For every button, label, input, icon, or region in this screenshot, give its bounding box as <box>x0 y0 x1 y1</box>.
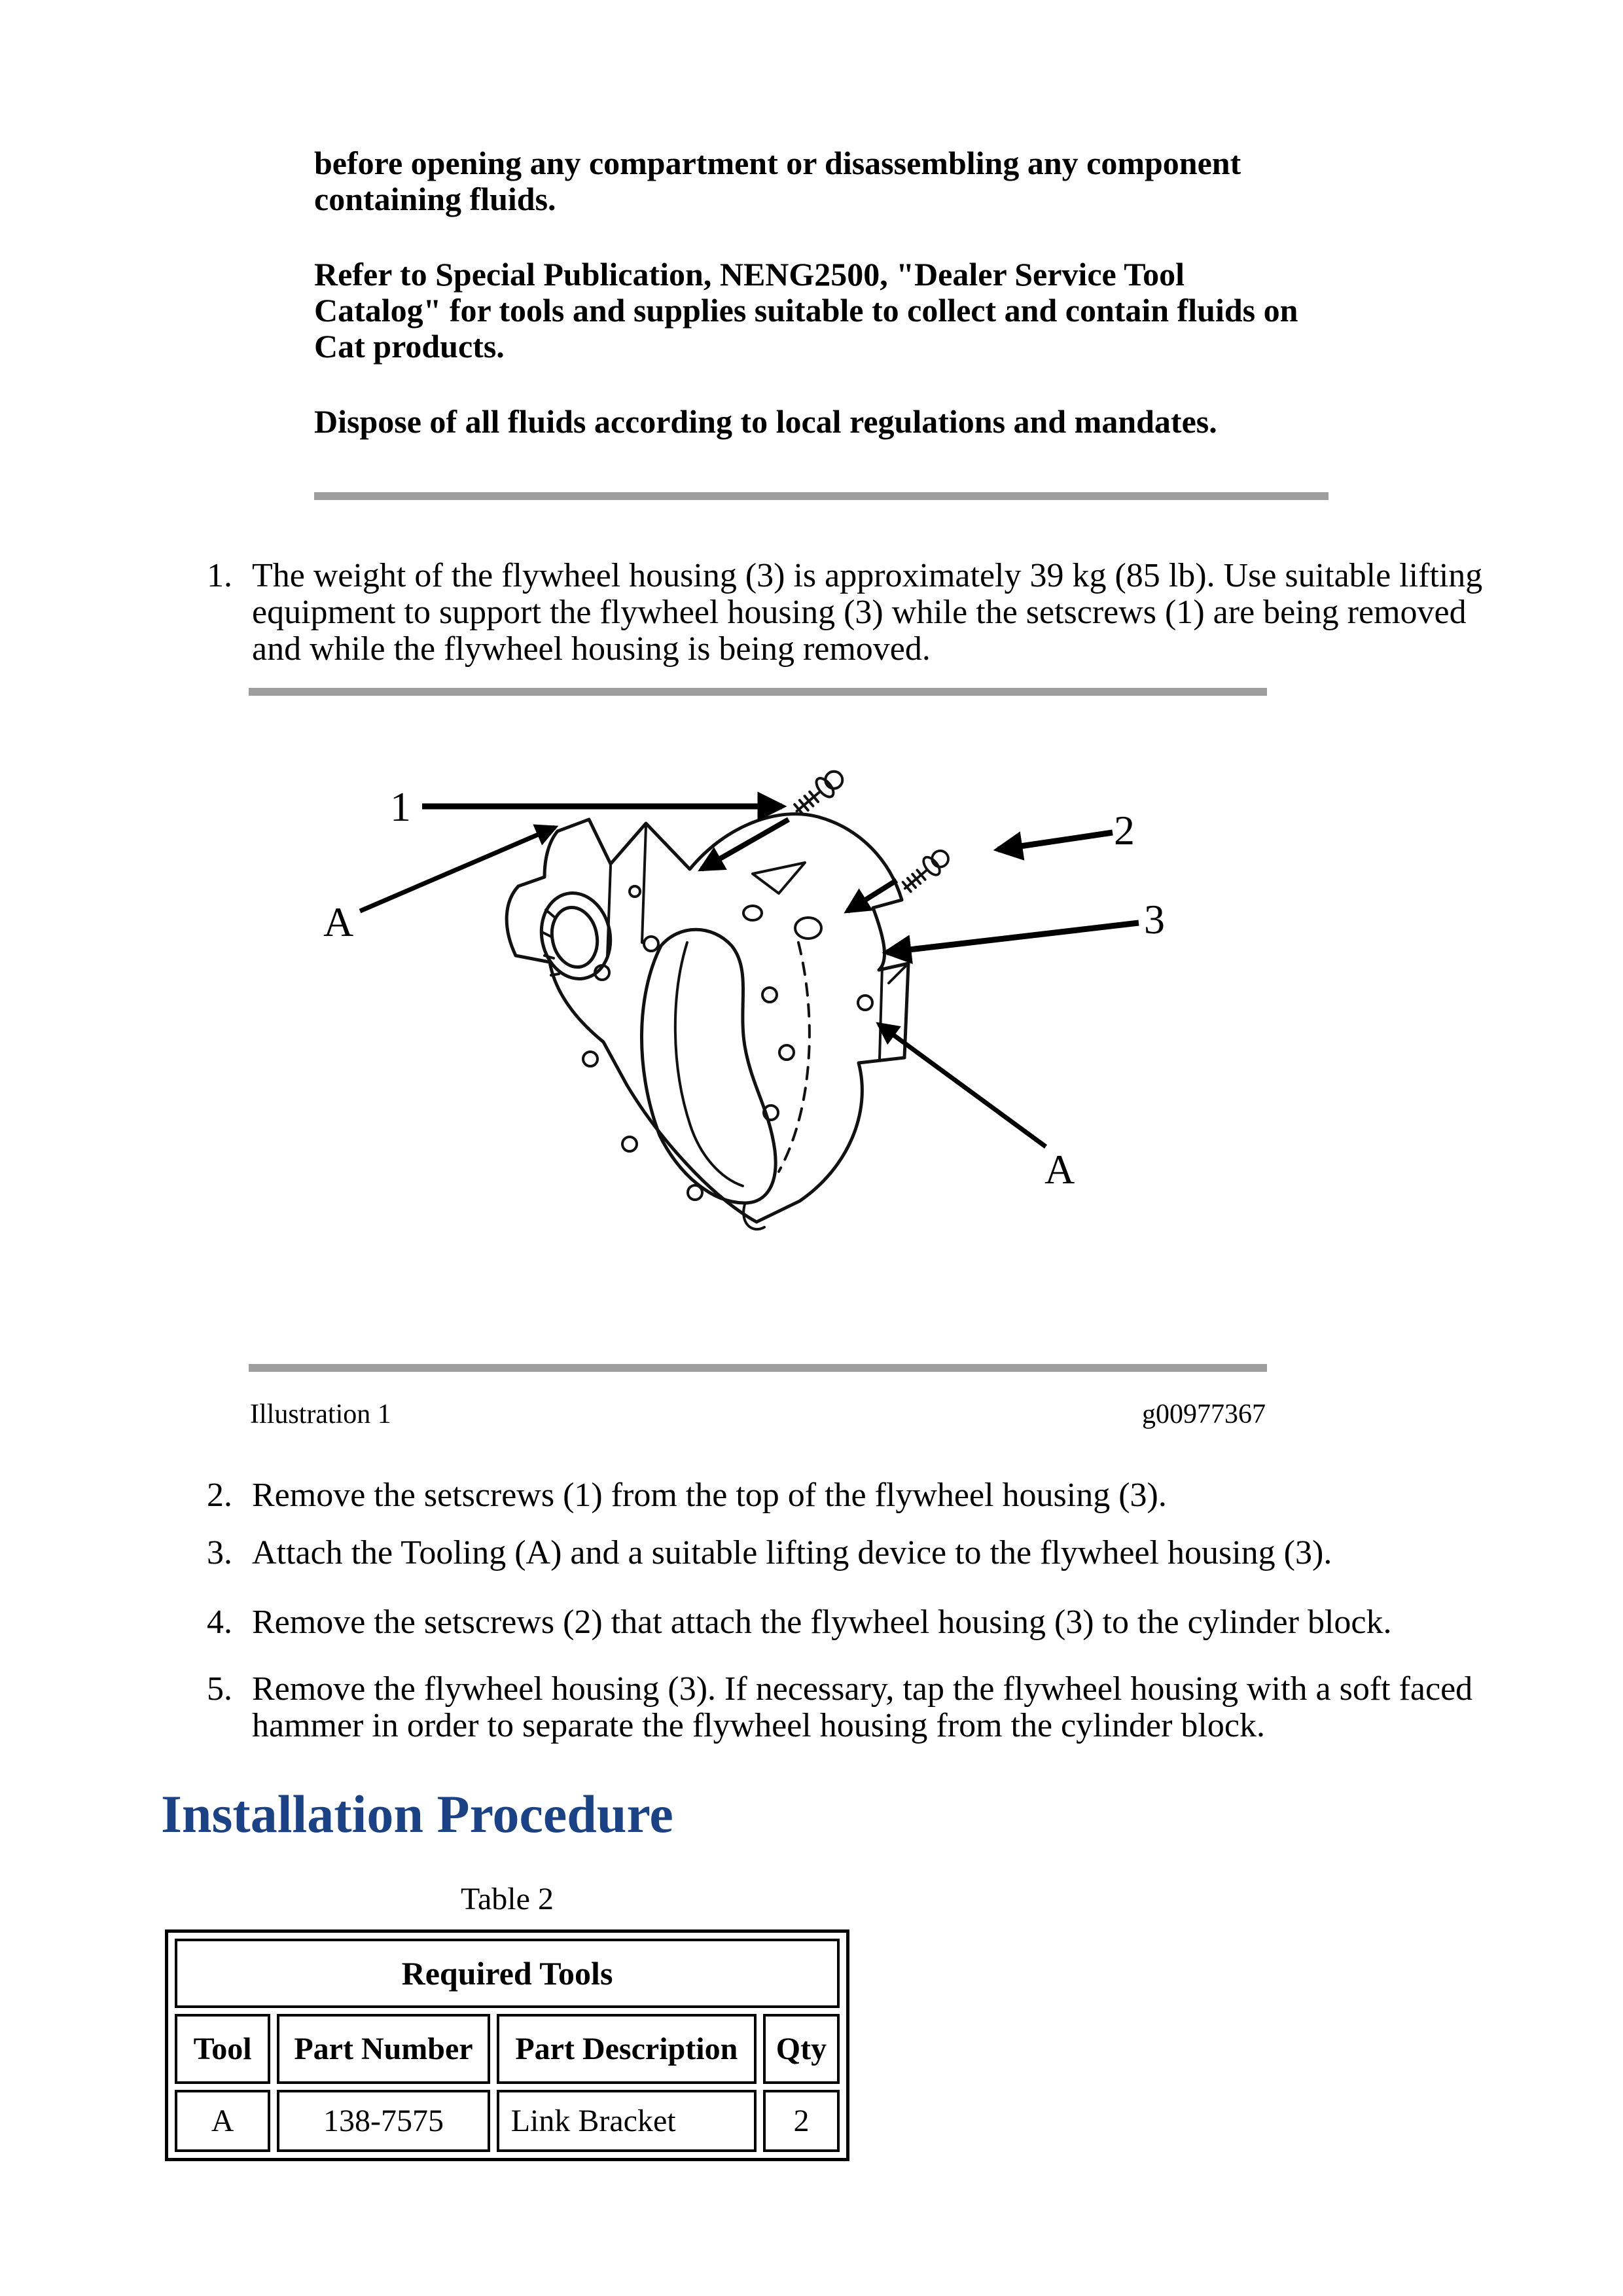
illustration-caption-row <box>250 1398 1266 1431</box>
cell-part-number: 138-7575 <box>277 2090 490 2152</box>
divider <box>249 688 1267 696</box>
col-header-part-description: Part Description <box>497 2014 757 2084</box>
step-text-line: The weight of the flywheel housing (3) is approximately 39 kg (85 lb). Use suitable lifting <box>252 557 1483 594</box>
step-number: 3. <box>207 1534 232 1571</box>
cell-part-description: Link Bracket <box>497 2090 757 2152</box>
warning-line: Cat products. <box>314 328 505 365</box>
divider <box>249 1364 1267 1372</box>
flywheel-housing-drawing <box>294 746 1302 1309</box>
cell-qty: 2 <box>763 2090 840 2152</box>
step-text-line: Remove the setscrews (1) from the top of the flywheel housing (3). <box>252 1477 1167 1514</box>
warning-line: Refer to Special Publication, NENG2500, "Dealer Service Tool <box>314 256 1185 293</box>
divider <box>314 492 1329 500</box>
table-header-row <box>175 2014 840 2084</box>
callout-label-a-lower: A <box>1044 1146 1075 1193</box>
callout-label-1: 1 <box>390 783 411 830</box>
step-number: 2. <box>207 1477 232 1514</box>
step-text-line: Remove the flywheel housing (3). If necessary, tap the flywheel housing with a soft faced <box>252 1670 1473 1708</box>
required-tools-table <box>165 1929 849 2161</box>
warning-line: before opening any compartment or disassembling any component <box>314 145 1241 181</box>
top-notch <box>753 863 805 893</box>
callout-arrow-2b <box>847 880 897 911</box>
table-title-row <box>175 1939 840 2008</box>
warning-paragraph <box>314 145 1335 217</box>
callout-leader-a-upper <box>360 827 555 911</box>
callout-arrow-3 <box>887 923 1139 952</box>
step-number: 1. <box>207 557 232 594</box>
table-title-cell: Required Tools <box>175 1939 840 2008</box>
col-header-qty: Qty <box>763 2014 840 2084</box>
lug-hole <box>858 996 872 1010</box>
step-2 <box>207 1477 1450 1514</box>
table-row <box>175 2090 840 2152</box>
callout-label-a-upper: A <box>323 899 354 945</box>
step-5 <box>207 1670 1473 1744</box>
step-text-line: Attach the Tooling (A) and a suitable lifting device to the flywheel housing (3). <box>252 1534 1332 1571</box>
warning-paragraph <box>314 257 1335 365</box>
callout-label-3: 3 <box>1144 896 1165 942</box>
warning-line: containing fluids. <box>314 181 556 217</box>
step-text-line: Remove the setscrews (2) that attach the flywheel housing (3) to the cylinder block. <box>252 1604 1392 1641</box>
cell-tool: A <box>175 2090 270 2152</box>
callout-arrow-2 <box>998 833 1113 850</box>
warning-paragraph <box>314 404 1335 440</box>
left-boss-inner <box>546 903 603 971</box>
housing-opening-rib <box>675 942 743 1186</box>
step-4 <box>207 1604 1450 1641</box>
step-text-line: equipment to support the flywheel housing (3) while the setscrews (1) are being removed <box>252 594 1467 631</box>
col-header-part-number: Part Number <box>277 2014 490 2084</box>
setscrew-1 <box>790 766 848 819</box>
flywheel-housing-illustration <box>294 746 1302 1309</box>
step-text-line: and while the flywheel housing is being removed. <box>252 630 931 668</box>
step-number: 4. <box>207 1604 232 1641</box>
callout-label-2: 2 <box>1114 807 1135 853</box>
warning-line: Dispose of all fluids according to local regulations and mandates. <box>314 403 1217 440</box>
warning-line: Catalog" for tools and supplies suitable to collect and contain fluids on <box>314 292 1298 329</box>
setscrew-2 <box>898 846 953 897</box>
table-caption: Table 2 <box>461 1882 554 1916</box>
section-title: Installation Procedure <box>161 1784 673 1844</box>
illustration-code: g00977367 <box>1142 1399 1266 1429</box>
step-3 <box>207 1535 1450 1571</box>
callout-leader-a-lower <box>879 1024 1046 1147</box>
warning-text-block <box>314 145 1335 479</box>
illustration-caption: Illustration 1 <box>250 1399 391 1429</box>
left-boss-outer <box>533 887 618 986</box>
col-header-tool: Tool <box>175 2014 270 2084</box>
step-text-line: hammer in order to separate the flywheel housing from the cylinder block. <box>252 1707 1265 1744</box>
hidden-line <box>779 942 810 1172</box>
step-number: 5. <box>207 1670 232 1708</box>
step-1 <box>207 557 1483 668</box>
